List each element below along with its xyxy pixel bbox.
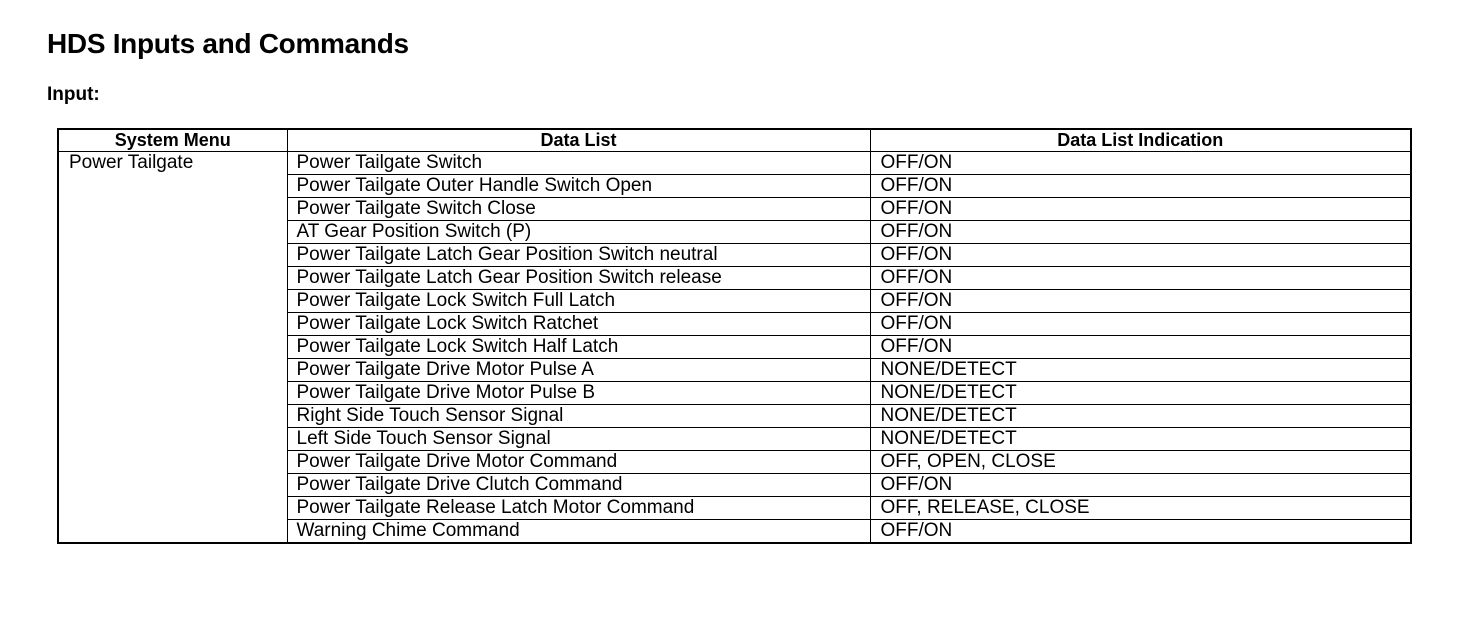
data-list-cell: AT Gear Position Switch (P) xyxy=(287,221,870,244)
table-body xyxy=(58,152,1411,544)
data-list-cell: Power Tailgate Lock Switch Full Latch xyxy=(287,290,870,313)
data-list-cell: Power Tailgate Switch xyxy=(287,152,870,175)
data-list-cell: Power Tailgate Drive Motor Pulse B xyxy=(287,382,870,405)
header-data-list-indication: Data List Indication xyxy=(870,129,1411,152)
hds-input-table xyxy=(57,128,1412,544)
data-list-cell: Power Tailgate Latch Gear Position Switch release xyxy=(287,267,870,290)
data-list-cell: Power Tailgate Drive Clutch Command xyxy=(287,474,870,497)
data-list-indication-cell: OFF/ON xyxy=(870,267,1411,290)
system-menu-cell: Power Tailgate xyxy=(58,152,287,544)
header-system-menu: System Menu xyxy=(58,129,287,152)
data-list-indication-cell: OFF/ON xyxy=(870,175,1411,198)
data-list-indication-cell: NONE/DETECT xyxy=(870,405,1411,428)
data-list-indication-cell: OFF, RELEASE, CLOSE xyxy=(870,497,1411,520)
header-data-list: Data List xyxy=(287,129,870,152)
data-list-indication-cell: OFF/ON xyxy=(870,221,1411,244)
data-list-cell: Power Tailgate Release Latch Motor Command xyxy=(287,497,870,520)
data-list-indication-cell: OFF/ON xyxy=(870,198,1411,221)
data-list-indication-cell: OFF/ON xyxy=(870,313,1411,336)
data-list-indication-cell: OFF/ON xyxy=(870,336,1411,359)
data-list-cell: Power Tailgate Lock Switch Half Latch xyxy=(287,336,870,359)
data-list-indication-cell: OFF/ON xyxy=(870,290,1411,313)
table-row xyxy=(58,152,1411,175)
data-list-indication-cell: OFF/ON xyxy=(870,474,1411,497)
data-list-cell: Power Tailgate Switch Close xyxy=(287,198,870,221)
data-list-cell: Right Side Touch Sensor Signal xyxy=(287,405,870,428)
table-header-row xyxy=(58,129,1411,152)
data-list-cell: Left Side Touch Sensor Signal xyxy=(287,428,870,451)
data-list-indication-cell: OFF, OPEN, CLOSE xyxy=(870,451,1411,474)
page-title: HDS Inputs and Commands xyxy=(47,28,409,59)
data-list-cell: Power Tailgate Drive Motor Pulse A xyxy=(287,359,870,382)
data-list-cell: Power Tailgate Outer Handle Switch Open xyxy=(287,175,870,198)
section-label-input: Input: xyxy=(47,84,100,105)
data-list-indication-cell: NONE/DETECT xyxy=(870,382,1411,405)
data-list-indication-cell: OFF/ON xyxy=(870,244,1411,267)
data-list-cell: Power Tailgate Drive Motor Command xyxy=(287,451,870,474)
data-list-indication-cell: OFF/ON xyxy=(870,152,1411,175)
data-list-cell: Warning Chime Command xyxy=(287,520,870,544)
data-list-indication-cell: NONE/DETECT xyxy=(870,359,1411,382)
data-list-indication-cell: OFF/ON xyxy=(870,520,1411,544)
data-list-indication-cell: NONE/DETECT xyxy=(870,428,1411,451)
data-list-cell: Power Tailgate Latch Gear Position Switch neutral xyxy=(287,244,870,267)
data-list-cell: Power Tailgate Lock Switch Ratchet xyxy=(287,313,870,336)
